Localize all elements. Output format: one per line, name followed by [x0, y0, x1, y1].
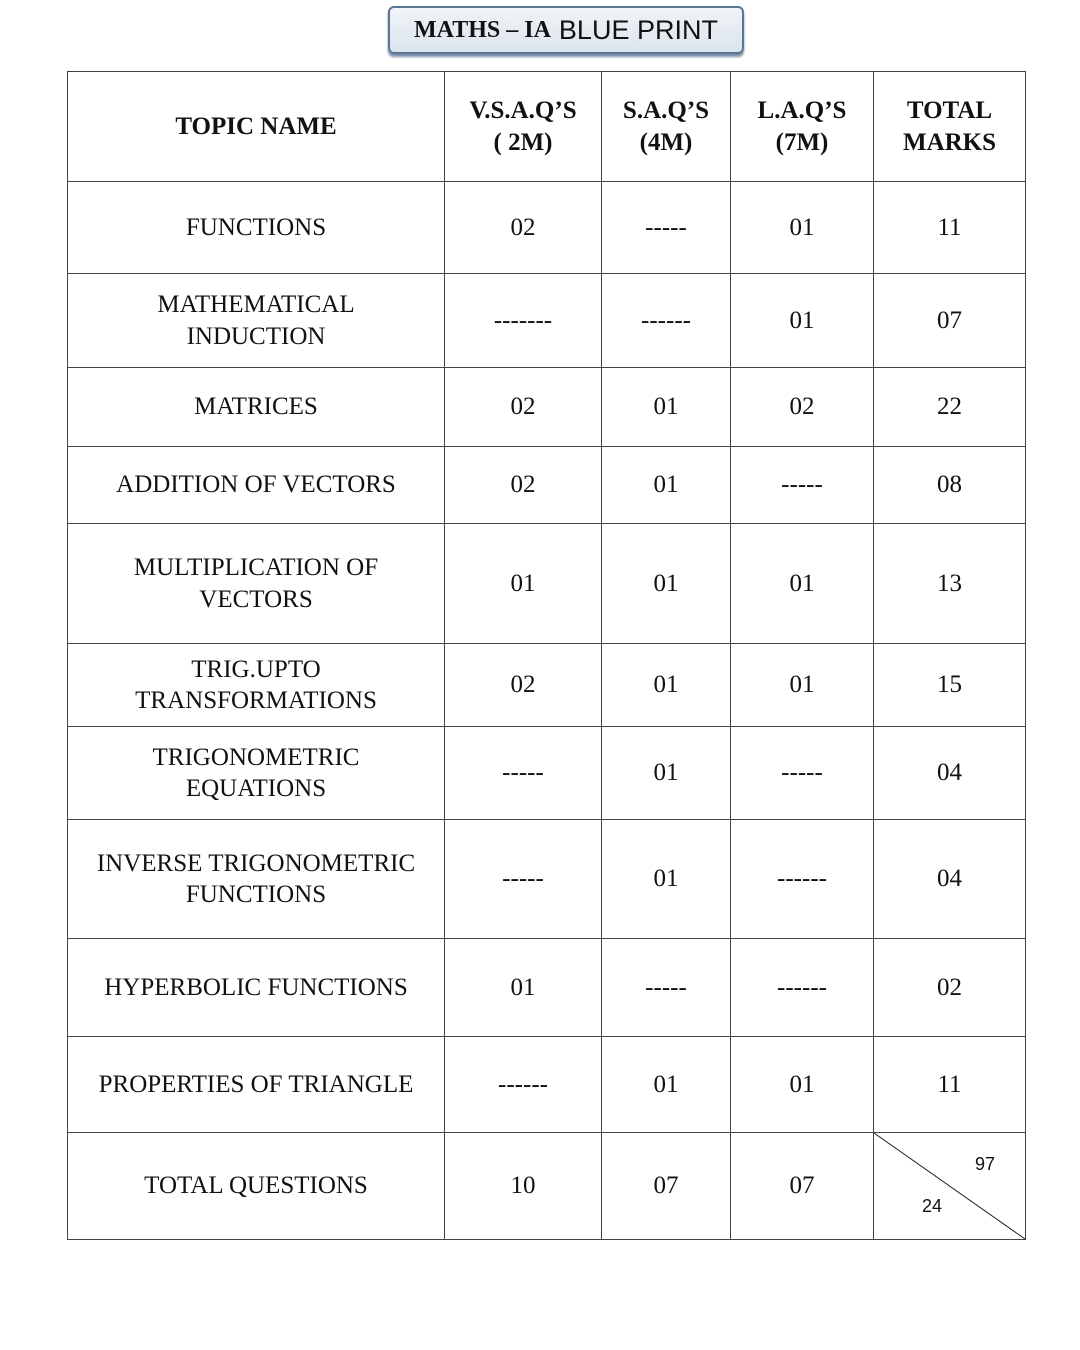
topic-cell: TRIG.UPTO TRANSFORMATIONS [68, 644, 445, 727]
totals-vsaq: 10 [445, 1133, 602, 1240]
laq-cell: 01 [731, 274, 874, 368]
table-row [68, 182, 1026, 274]
laq-cell: 01 [731, 524, 874, 644]
table-row [68, 644, 1026, 727]
table-row [68, 447, 1026, 524]
totals-laq: 07 [731, 1133, 874, 1240]
saq-cell: ----- [602, 939, 731, 1037]
total-cell: 04 [874, 727, 1026, 820]
header-saq: S.A.Q’S (4M) [602, 72, 731, 182]
topic-cell: ADDITION OF VECTORS [68, 447, 445, 524]
topic-cell: MATRICES [68, 368, 445, 447]
vsaq-cell: ----- [445, 727, 602, 820]
vsaq-cell: 02 [445, 182, 602, 274]
topic-cell: HYPERBOLIC FUNCTIONS [68, 939, 445, 1037]
header-topic: TOPIC NAME [68, 72, 445, 182]
laq-cell: 01 [731, 1037, 874, 1133]
saq-cell: 01 [602, 368, 731, 447]
topic-cell: TRIGONOMETRIC EQUATIONS [68, 727, 445, 820]
header-vsaq: V.S.A.Q’S ( 2M) [445, 72, 602, 182]
total-cell: 11 [874, 1037, 1026, 1133]
saq-cell: ------ [602, 274, 731, 368]
laq-cell: 01 [731, 644, 874, 727]
vsaq-cell: ----- [445, 820, 602, 939]
vsaq-cell: 01 [445, 524, 602, 644]
topic-cell: MATHEMATICAL INDUCTION [68, 274, 445, 368]
total-questions-value: 24 [922, 1195, 943, 1216]
title-sub: BLUE PRINT [558, 14, 718, 45]
totals-label: TOTAL QUESTIONS [68, 1133, 445, 1240]
topic-cell: INVERSE TRIGONOMETRIC FUNCTIONS [68, 820, 445, 939]
table-row [68, 1037, 1026, 1133]
topic-cell: FUNCTIONS [68, 182, 445, 274]
total-marks-value: 97 [974, 1154, 995, 1174]
table-row [68, 939, 1026, 1037]
total-cell: 02 [874, 939, 1026, 1037]
title-main: MATHS – IA [414, 16, 551, 43]
laq-cell: ----- [731, 727, 874, 820]
saq-cell: 01 [602, 820, 731, 939]
totals-diagonal-cell [874, 1133, 1026, 1240]
vsaq-cell: 02 [445, 644, 602, 727]
totals-saq: 07 [602, 1133, 731, 1240]
totals-row [68, 1133, 1026, 1240]
total-cell: 15 [874, 644, 1026, 727]
saq-cell: 01 [602, 1037, 731, 1133]
vsaq-cell: 02 [445, 447, 602, 524]
header-total: TOTAL MARKS [874, 72, 1026, 182]
saq-cell: ----- [602, 182, 731, 274]
laq-cell: 02 [731, 368, 874, 447]
saq-cell: 01 [602, 524, 731, 644]
total-cell: 04 [874, 820, 1026, 939]
table-row [68, 524, 1026, 644]
diagonal-divider [874, 1133, 1025, 1239]
saq-cell: 01 [602, 727, 731, 820]
vsaq-cell: ------- [445, 274, 602, 368]
total-cell: 08 [874, 447, 1026, 524]
total-cell: 11 [874, 182, 1026, 274]
table-row [68, 727, 1026, 820]
blueprint-table [67, 71, 1026, 1240]
vsaq-cell: 02 [445, 368, 602, 447]
header-laq: L.A.Q’S (7M) [731, 72, 874, 182]
total-cell: 07 [874, 274, 1026, 368]
topic-cell: PROPERTIES OF TRIANGLE [68, 1037, 445, 1133]
vsaq-cell: 01 [445, 939, 602, 1037]
vsaq-cell: ------ [445, 1037, 602, 1133]
total-cell: 13 [874, 524, 1026, 644]
header-row [68, 72, 1026, 182]
laq-cell: ------ [731, 820, 874, 939]
saq-cell: 01 [602, 644, 731, 727]
laq-cell: 01 [731, 182, 874, 274]
total-cell: 22 [874, 368, 1026, 447]
title-banner [388, 6, 744, 54]
topic-cell: MULTIPLICATION OF VECTORS [68, 524, 445, 644]
saq-cell: 01 [602, 447, 731, 524]
table-row [68, 274, 1026, 368]
table-row [68, 368, 1026, 447]
laq-cell: ----- [731, 447, 874, 524]
table-row [68, 820, 1026, 939]
laq-cell: ------ [731, 939, 874, 1037]
